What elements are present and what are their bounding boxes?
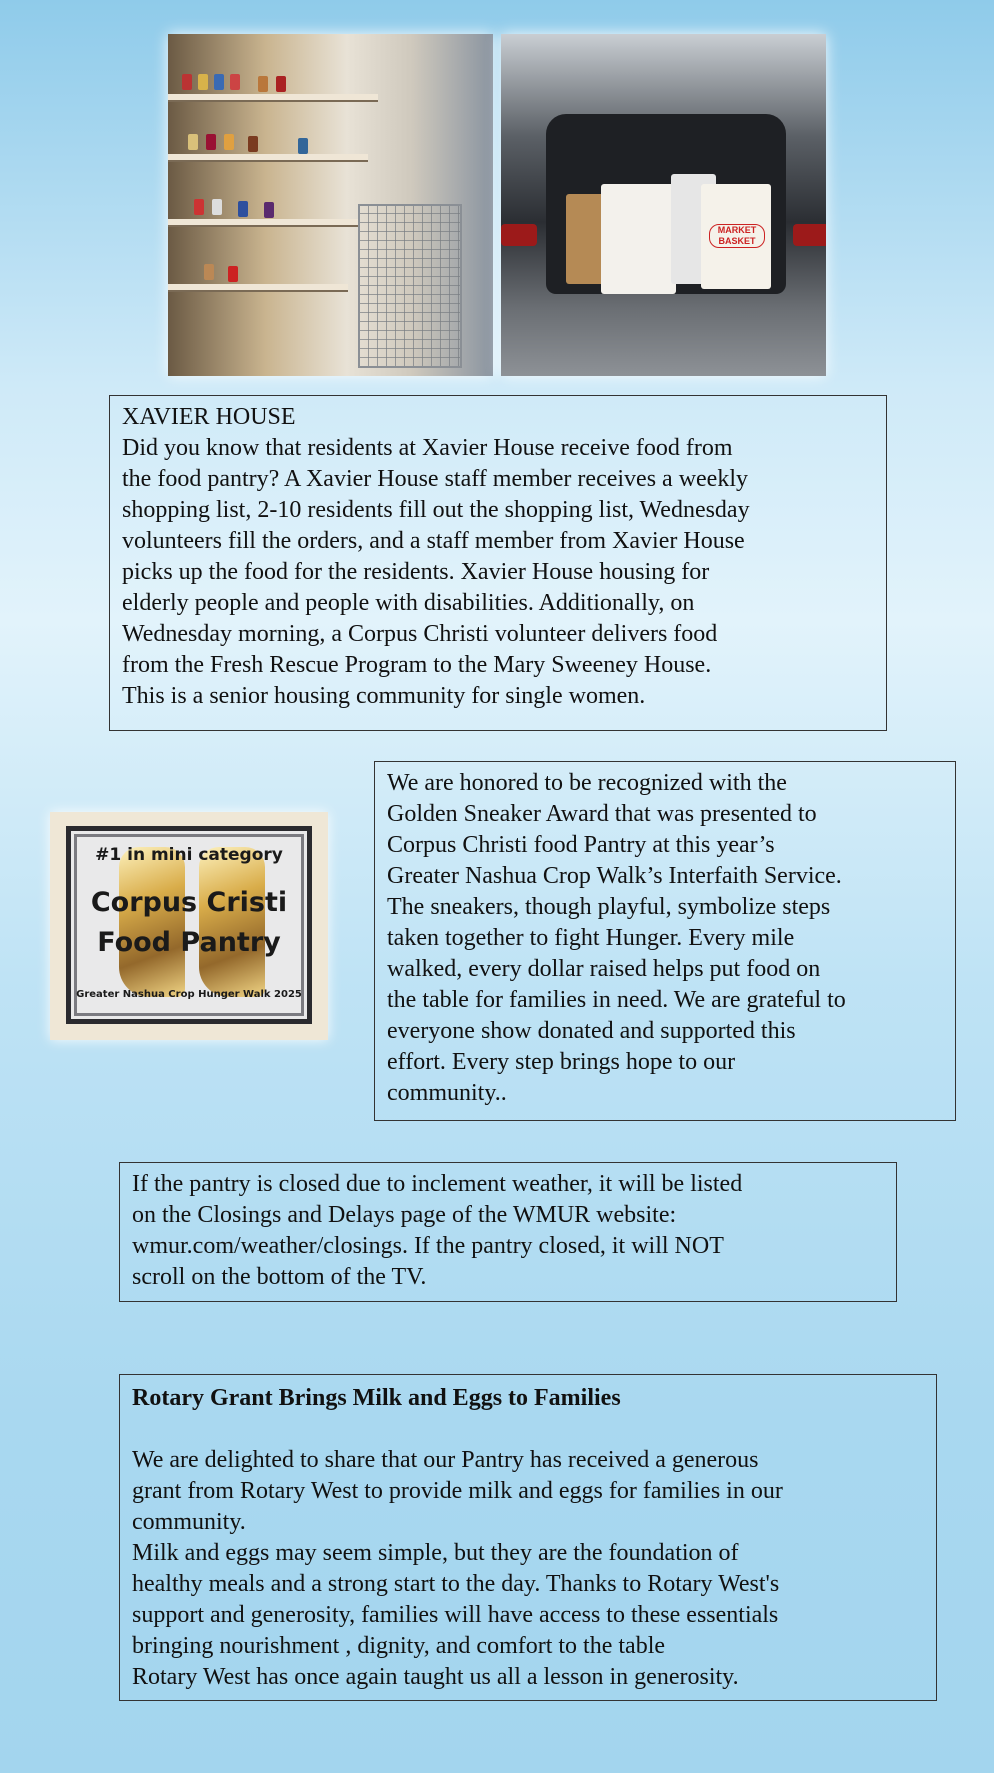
plaque-footer: Greater Nashua Crop Hunger Walk 2025 xyxy=(76,989,302,1000)
market-basket-bag xyxy=(701,184,771,289)
xavier-house-box xyxy=(109,395,887,731)
award-text: We are honored to be recognized with the Golden Sneaker Award that was presented to Corpus Christi food Pantry at this year’s Greater Nashua Crop Walk’s Interfaith Service. The sneakers, though playful, symbolize steps taken together to fight Hunger. Every mile walked, every dollar raised helps put food on the table for families in need. We are grateful to everyone show donated and supported this effort. Every step brings hope to our community.. xyxy=(387,770,846,1106)
pantry-shelves-photo xyxy=(168,34,493,376)
golden-sneaker-award-photo xyxy=(50,812,328,1040)
weather-closing-box xyxy=(119,1162,897,1302)
rotary-grant-box xyxy=(119,1374,937,1701)
rotary-title: Rotary Grant Brings Milk and Eggs to Families xyxy=(132,1385,621,1411)
bag-logo: MARKET BASKET xyxy=(709,224,765,248)
rotary-body: We are delighted to share that our Pantry has received a generous grant from Rotary West to provide milk and eggs for families in our community. Milk and eggs may seem simple, but they are the foundation of healthy meals and a strong start to the day. Thanks to Rotary West's support and generosity, families will have access to these essentials bringing nourishment , dignity, and comfort to the table Rotary West has once again taught us all a lesson in generosity. xyxy=(132,1447,783,1690)
plaque-name-line1: Corpus Cristi xyxy=(90,887,288,918)
plaque-name-line2: Food Pantry xyxy=(97,927,281,958)
golden-sneaker-award-box xyxy=(374,761,956,1121)
xavier-title: XAVIER HOUSE xyxy=(122,404,296,430)
xavier-body: Did you know that residents at Xavier House receive food from the food pantry? A Xavier House staff member receives a weekly shopping list, 2-10 residents fill out the shopping list, Wednesday volunteers fill the orders, and a staff member from Xavier House picks up the food for the residents. Xavier House housing for elderly people and people with disabilities. Additionally, on Wednesday morning, a Corpus Christi volunteer delivers food from the Fresh Rescue Program to the Mary Sweeney House. This is a senior housing community for single women. xyxy=(122,435,750,709)
shopping-cart xyxy=(358,204,462,368)
plaque-category: #1 in mini category xyxy=(95,845,283,865)
weather-text: If the pantry is closed due to inclement weather, it will be listed on the Closings and Delays page of the WMUR website: wmur.com/weather/closings. If the pantry closed, it will NOT scroll on the bottom of the TV. xyxy=(132,1171,743,1290)
award-plaque xyxy=(66,826,312,1024)
car-trunk-groceries-photo xyxy=(501,34,826,376)
